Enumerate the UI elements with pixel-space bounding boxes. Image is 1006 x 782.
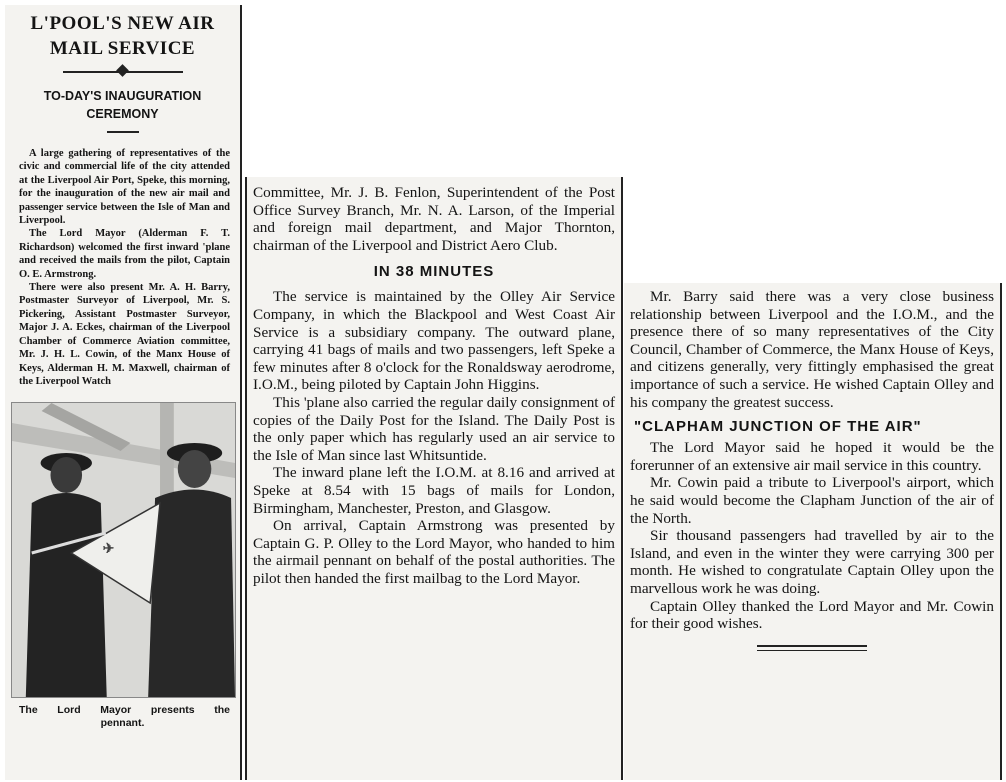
paragraph: Committee, Mr. J. B. Fenlon, Superintendent of the Post Office Survey Branch, Mr. N. A. Larson, of the Imperial and foreign mail department, and Major Thornton, chairman of the Liverpool and District Aero Club.	[253, 184, 615, 254]
headline	[5, 11, 240, 61]
article-column-2	[245, 177, 623, 780]
paragraph: Sir thousand passengers had travelled by air to the Island, and even in the winter they were carrying 300 per month. He wished to congratulate Captain Olley upon the marvellous work he was doing.	[630, 527, 994, 597]
paragraph: The Lord Mayor said he hoped it would be the forerunner of an extensive air mail service in this country.	[630, 439, 994, 474]
paragraph: There were also present Mr. A. H. Barry, Postmaster Surveyor of Liverpool, Mr. S. Pickering, Assistant Postmaster Surveyor, Major J. A. Eckes, chairman of the Liverpool Chamber of Commerce Aviation committee, Mr. J. H. L. Cowin, of the Manx House of Keys, Alderman H. M. Maxwell, chairman of the Liverpool Watch	[19, 282, 230, 387]
paragraph: The service is maintained by the Olley Air Service Company, in which the Blackpool and West Coast Air Service is a subsidiary company. The outward plane, carrying 41 bags of mails and two passengers, left Speke a few minutes after 8 o'clock for the Ronaldsway aerodrome, I.O.M., being piloted by Captain John Higgins.	[253, 288, 615, 394]
column-3-text	[624, 288, 1000, 633]
subheadline	[5, 87, 240, 123]
section-heading: "CLAPHAM JUNCTION OF THE AIR"	[634, 418, 922, 436]
photo-lord-mayor-pennant	[11, 402, 236, 698]
section-heading: IN 38 MINUTES	[373, 263, 495, 281]
headline-line-1: L'POOL'S NEW AIR	[30, 13, 215, 34]
column-2-text	[247, 184, 621, 587]
article-column-3	[624, 283, 1002, 780]
photo-caption-line-1: The Lord Mayor presents the	[19, 704, 230, 717]
photo-caption-line-2: pennant.	[100, 717, 145, 730]
column-1-text	[5, 147, 240, 388]
article-column-1	[5, 5, 242, 780]
divider	[107, 131, 139, 133]
photo-image	[12, 403, 235, 697]
end-rule	[757, 645, 867, 651]
paragraph: The inward plane left the I.O.M. at 8.16 and arrived at Speke at 8.54 with 15 bags of mails for London, Birmingham, Manchester, Preston, and Glasgow.	[253, 464, 615, 517]
paragraph: This 'plane also carried the regular daily consignment of copies of the Daily Post for the Island. The Daily Post is the only paper which has regularly used an air service to the Isle of Man since last Whitsuntide.	[253, 393, 615, 464]
paragraph: The Lord Mayor (Alderman F. T. Richardson) welcomed the first inward 'plane and received the mails from the pilot, Captain O. E. Armstrong.	[19, 228, 230, 280]
subheadline-line-2: CEREMONY	[86, 107, 159, 121]
paragraph: On arrival, Captain Armstrong was presented by Captain G. P. Olley to the Lord Mayor, who handed to him the airmail pennant on behalf of the postal authorities. The pilot then handed the first mailbag to the Lord Mayor.	[253, 517, 615, 587]
paragraph: A large gathering of representatives of the civic and commercial life of the city attended at the Liverpool Air Port, Speke, this morning, for the inauguration of the new air mail and passenger service between the Isle of Man and Liverpool.	[19, 148, 230, 227]
subheadline-line-1: TO-DAY'S INAUGURATION	[43, 89, 202, 103]
headline-line-2: MAIL SERVICE	[49, 38, 196, 59]
ornament-rule	[63, 65, 183, 79]
svg-text:✈: ✈	[102, 540, 115, 557]
diamond-icon	[116, 64, 129, 77]
paragraph: Mr. Barry said there was a very close business relationship between Liverpool and the I.O.M., and the presence there of so many representatives of the City Council, Chamber of Commerce, the Manx House of Keys, and citizens generally, very fittingly emphasised the great importance of such a service. He wished Captain Olley and his company the greatest success.	[630, 288, 994, 411]
paragraph: Mr. Cowin paid a tribute to Liverpool's airport, which he said would become the Clapham Junction of the air of the North.	[630, 474, 994, 527]
paragraph: Captain Olley thanked the Lord Mayor and Mr. Cowin for their good wishes.	[630, 597, 994, 633]
